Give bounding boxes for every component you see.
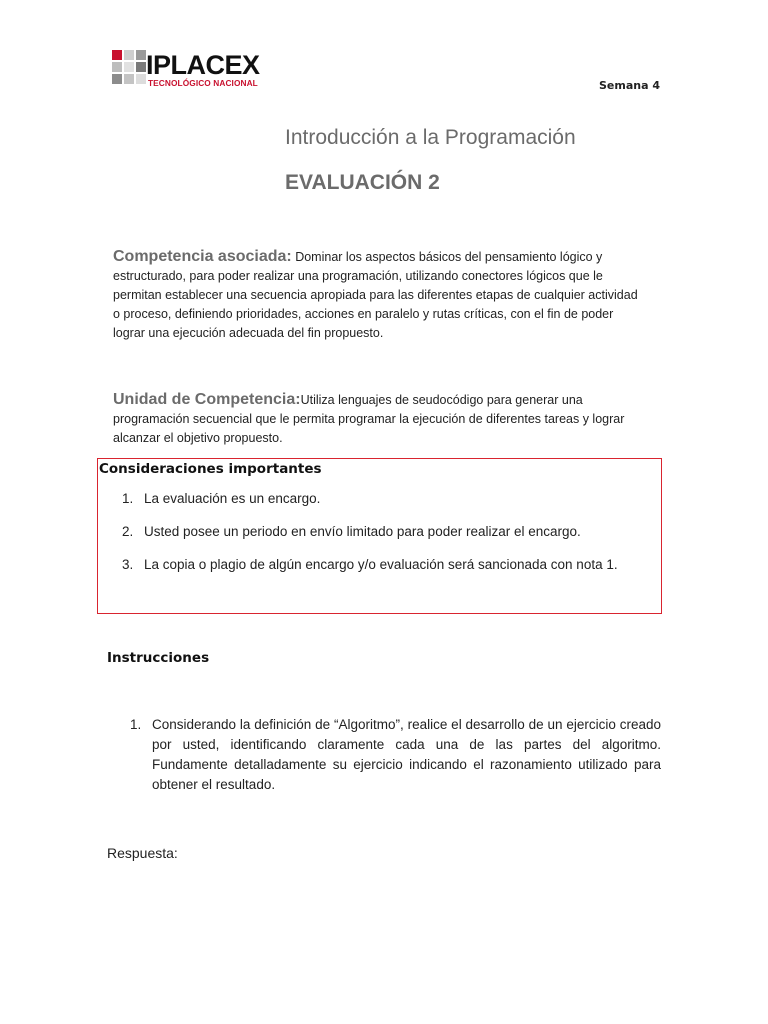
instructions-list <box>130 715 661 795</box>
logo-tagline: TECNOLÓGICO NACIONAL <box>148 78 258 88</box>
answer-label: Respuesta: <box>107 845 178 861</box>
logo-mosaic-icon <box>112 50 148 86</box>
course-title: Introducción a la Programación <box>285 126 576 149</box>
logo-wordmark: IPLACEX <box>146 50 260 80</box>
considerations-list <box>98 489 656 588</box>
list-item-number: 3. <box>122 557 134 572</box>
list-item-number: 2. <box>122 524 134 539</box>
unidad-text: Utiliza lenguajes de seudocódigo para generar una programación secuencial que le permita programar la ejecución de diferentes tareas y lograr alcanzar el objetivo propuesto. <box>113 393 625 445</box>
iplacex-logo <box>112 50 272 90</box>
instructions-title: Instrucciones <box>107 650 210 666</box>
list-item-text: Usted posee un periodo en envío limitado para poder realizar el encargo. <box>144 524 581 539</box>
competencia-text: Dominar los aspectos básicos del pensamiento lógico y estructurado, para poder realizar una programación, utilizando conectores lógicos que le permitan establecer una secuencia apropiada para las diferentes etapas de cualquier actividad o proceso, definiendo prioridades, acciones en paralelo y rutas críticas, con el fin de poder lograr una ejecución adecuada del fin propuesto. <box>113 250 638 340</box>
unidad-label: Unidad de Competencia: <box>113 391 301 408</box>
list-item <box>122 555 656 575</box>
considerations-title: Consideraciones importantes <box>99 461 322 477</box>
list-item-number: 1. <box>130 717 142 732</box>
list-item-text: Considerando la definición de “Algoritmo”, realice el desarrollo de un ejercicio creado por usted, identificando claramente cada una de las partes del algoritmo. Fundamente detalladamente su ejercicio indicando el razonamiento utilizado para obtener el resultado. <box>152 717 661 792</box>
list-item <box>122 522 656 542</box>
list-item-text: La copia o plagio de algún encargo y/o evaluación será sancionada con nota 1. <box>144 557 618 572</box>
list-item-number: 1. <box>122 491 134 506</box>
week-label: Semana 4 <box>598 79 660 92</box>
unidad-paragraph <box>113 390 645 448</box>
considerations-box <box>97 458 662 614</box>
competencia-paragraph <box>113 247 645 343</box>
competencia-label: Competencia asociada: <box>113 248 292 265</box>
list-item <box>122 489 656 509</box>
list-item <box>130 715 661 795</box>
list-item-text: La evaluación es un encargo. <box>144 491 321 506</box>
evaluation-title: EVALUACIÓN 2 <box>285 171 440 194</box>
